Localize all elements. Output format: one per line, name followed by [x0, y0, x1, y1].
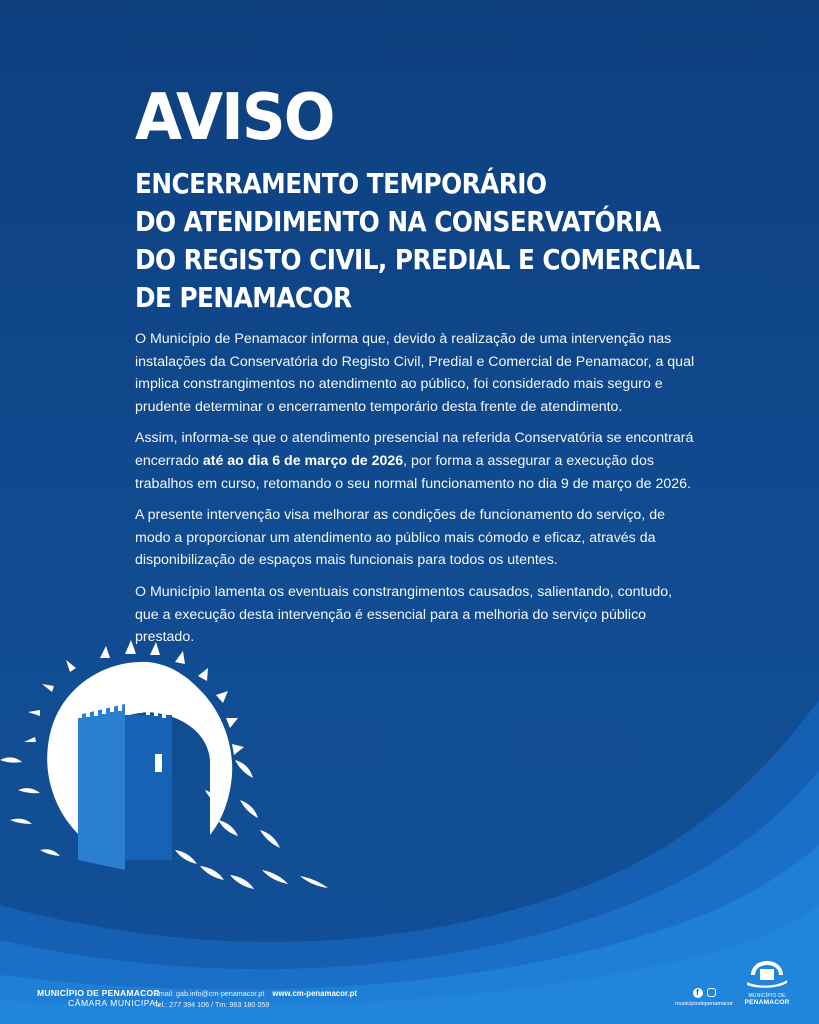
closure-date-bold: até ao dia 6 de março de 2026 [202, 452, 404, 469]
footer-phones: Tel.: 277 394 106 / Tm: 963 180 059 [154, 1000, 270, 1009]
logo-line1: MUNICÍPIO DE [748, 993, 786, 999]
footer-municipality [37, 988, 161, 1008]
footer-contacts [154, 988, 357, 1010]
paragraph-closure-dates [135, 427, 695, 495]
paragraph-intro: O Município de Penamacor informa que, devido à realização de uma intervenção nas instalações da Conservatória do Registo Civil, Predial e Comercial de Penamacor, a qual implica constrangimentos no atendimento ao público, foi considerado mais seguro e prudente determinar o encerramento temporário desta frente de atendimento. [135, 331, 695, 415]
closure-text-end: , por forma a assegurar a execução dos trabalhos em curso, retomando o seu normal funcionamento no dia 9 de março de 2026. [135, 452, 692, 492]
footer-website[interactable]: www.cm-penamacor.pt [272, 989, 358, 998]
page-title: AVISO [135, 81, 334, 155]
logo-tower-icon [745, 958, 789, 988]
tower-emblem [0, 640, 328, 889]
subtitle-line: DO REGISTO CIVIL, PREDIAL E COMERCIAL [135, 244, 700, 276]
notice-body [135, 328, 695, 658]
social-handle[interactable]: municipiodepenamacor [675, 1001, 733, 1007]
paragraph-purpose: A presente intervenção visa melhorar as condições de funcionamento do serviço, de modo a proporcionar um atendimento ao público mais cómodo e eficaz, através da disponibilização de espaços mais funcionais para todos os utentes. [135, 507, 665, 569]
footer-camara: CÂMARA MUNICIPAL [68, 998, 161, 1008]
closure-text-start: Assim, informa-se que o atendimento presencial na referida Conservatória se encontrará encerrado [135, 430, 694, 469]
notice-subtitle [135, 165, 700, 317]
paragraph-apology: O Município lamenta os eventuais constrangimentos causados, salientando, contudo, que a execução desta intervenção é essencial para a melhoria do serviço público prestado. [135, 583, 673, 646]
subtitle-line: ENCERRAMENTO TEMPORÁRIO [135, 168, 547, 200]
facebook-icon[interactable]: f [693, 988, 703, 998]
subtitle-line: DO ATENDIMENTO NA CONSERVATÓRIA [135, 206, 661, 238]
instagram-icon[interactable] [707, 988, 716, 997]
footer-social [672, 988, 736, 1007]
footer-muni-name: MUNICÍPIO DE PENAMACOR [37, 988, 160, 998]
subtitle-line: DE PENAMACOR [135, 282, 352, 314]
municipality-logo [741, 958, 793, 1006]
footer-email[interactable]: Email: gab.info@cm-penamacor.pt [154, 989, 265, 998]
logo-line2: PENAMACOR [744, 999, 790, 1006]
